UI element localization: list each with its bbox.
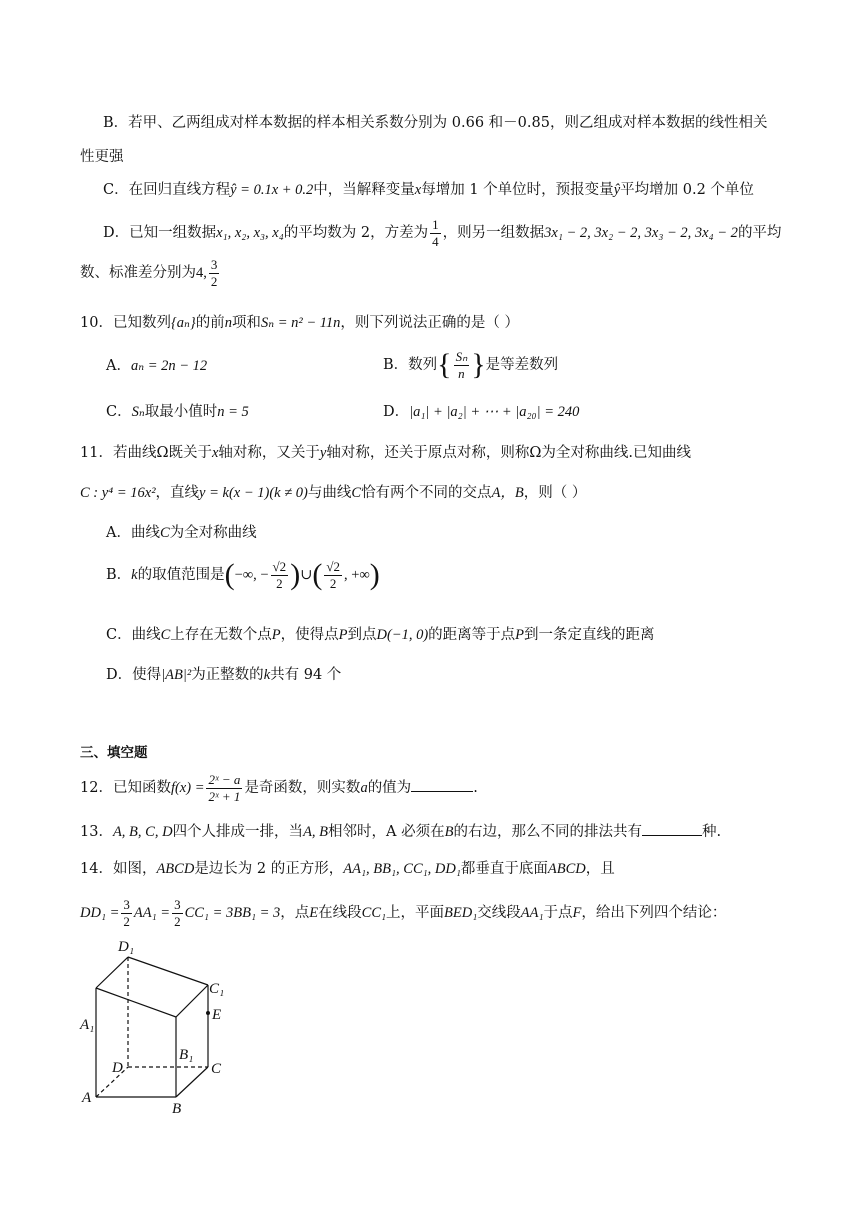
label-c: C <box>211 1061 222 1077</box>
q9-option-d-line1: D．已知一组数据x₁, x₂, x₃, x₄的平均数为 2，方差为 $\frac{1}{4}$ ，则另一组数据3x₁ − 2, 3x₂ − 2, 3x₃ − 2, 3x₄ − 2的平均 <box>103 217 782 249</box>
edge-a1-b1 <box>96 988 176 1017</box>
edge-b1-c1 <box>176 985 208 1017</box>
q11-option-c: C．曲线C上存在无数个点P，使得点P到点D(−1, 0)的距离等于点P到一条定直线的距离 <box>106 627 655 643</box>
point-e <box>206 1011 210 1015</box>
q11-option-b: B．k的取值范围是(−∞, − $\frac{√2}{2}$ )∪( $\frac{√2}{2}$ , +∞) <box>106 558 380 592</box>
label-b1: B₁ <box>179 1047 194 1063</box>
q13-stem: 13．A, B, C, D四个人排成一排，当A, B相邻时，A 必须在B的右边，那么不同的排法共有 种. <box>80 821 721 840</box>
q12-stem: 12．已知函数f(x) = $\frac{\text{2ˣ − a}}{\text{2ˣ + 1}}$ 是奇函数，则实数a的值为 . <box>80 772 478 804</box>
q10-stem: 10．已知数列{aₙ}的前n项和Sₙ = n² − 11n，则下列说法正确的是（ ） <box>80 315 520 331</box>
label-a1: A₁ <box>80 1017 95 1033</box>
label-e: E <box>212 1007 222 1023</box>
q11-stem-line2: C : y⁴ = 16x²，直线y = k(x − 1)(k ≠ 0)与曲线C恰有两个不同的交点A，B，则（ ） <box>80 485 587 501</box>
q9-option-b-line1: B．若甲、乙两组成对样本数据的样本相关系数分别为 0.66 和－0.85，则乙组成对样本数据的线性相关 <box>103 115 768 131</box>
q10-option-a: A．aₙ = 2n − 12 <box>106 358 208 374</box>
label-b: B <box>172 1101 182 1117</box>
q14-stem-line2: DD₁ = $\frac{3}{2}$ AA₁ = $\frac{3}{2}$ CC₁ = 3BB₁ = 3，点E在线段CC₁上，平面BED₁交线段AA₁于点F，给出下列四个结论： <box>80 897 727 929</box>
q14-stem-line1: 14．如图，ABCD是边长为 2 的正方形，AA₁, BB₁, CC₁, DD₁都垂直于底面ABCD，且 <box>80 861 615 877</box>
q9-option-d-line2: 数、标准差分别为4, $\frac{3}{2}$ <box>80 257 218 289</box>
label-a: A <box>82 1090 92 1106</box>
q12-answer-blank[interactable] <box>411 777 473 792</box>
label-d1: D₁ <box>118 939 135 955</box>
section-title-fill-in: 三、填空题 <box>80 745 148 761</box>
q9-option-c: C．在回归直线方程ŷ = 0.1x + 0.2中，当解释变量x每增加 1 个单位时，预报变量ŷ平均增加 0.2 个单位 <box>103 182 754 198</box>
q10-option-d: D．|a₁| + |a₂| + ⋯ + |a₂₀| = 240 <box>383 404 580 420</box>
q10-option-b: B．数列{ $\frac{\text{Sₙ}}{n}$ }是等差数列 <box>383 348 559 382</box>
q11-stem-line1: 11．若曲线Ω既关于x轴对称，又关于y轴对称，还关于原点对称，则称Ω为全对称曲线.已知曲线 <box>80 445 691 461</box>
label-c1: C₁ <box>209 981 225 997</box>
label-d: D <box>112 1060 123 1076</box>
q9-option-b-line2: 性更强 <box>80 149 124 165</box>
q10-option-c: C．Sₙ取最小值时n = 5 <box>106 404 249 420</box>
geometry-figure <box>78 935 258 1120</box>
q11-option-d: D．使得|AB|²为正整数的k共有 94 个 <box>106 667 342 683</box>
edge-b-c <box>176 1067 208 1097</box>
edge-d1-c1 <box>128 957 208 985</box>
q13-answer-blank[interactable] <box>642 821 702 836</box>
edge-a1-d1 <box>96 957 128 988</box>
q11-option-a: A．曲线C为全对称曲线 <box>106 525 257 541</box>
